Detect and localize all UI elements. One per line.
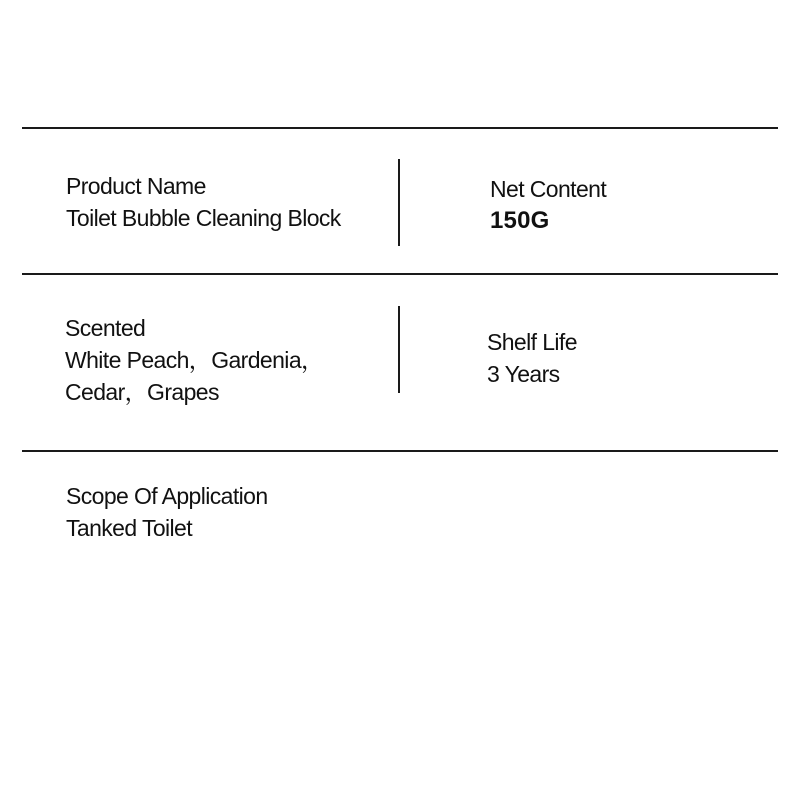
product-name-label: Product Name — [66, 173, 206, 199]
product-name-value: Toilet Bubble Cleaning Block — [66, 205, 341, 231]
net-content-label: Net Content — [490, 176, 607, 202]
net-content-block — [490, 173, 606, 237]
shelf-life-block — [487, 326, 577, 390]
scope-block — [66, 480, 268, 544]
scented-block — [65, 312, 323, 408]
divider-middle-2 — [22, 450, 778, 452]
shelf-life-label: Shelf Life — [487, 329, 577, 355]
scented-label: Scented — [65, 315, 146, 341]
net-content-value: 150G — [490, 207, 550, 234]
scope-value: Tanked Toilet — [66, 515, 193, 541]
divider-top — [22, 127, 778, 129]
divider-vertical-2 — [398, 306, 400, 393]
shelf-life-value: 3 Years — [487, 361, 560, 387]
scented-line-2: Cedar，Grapes — [65, 379, 219, 405]
scented-line-1: White Peach，Gardenia， — [65, 347, 324, 373]
divider-middle-1 — [22, 273, 778, 275]
divider-vertical-1 — [398, 159, 400, 246]
product-name-block — [66, 170, 341, 234]
scope-label: Scope Of Application — [66, 483, 268, 509]
